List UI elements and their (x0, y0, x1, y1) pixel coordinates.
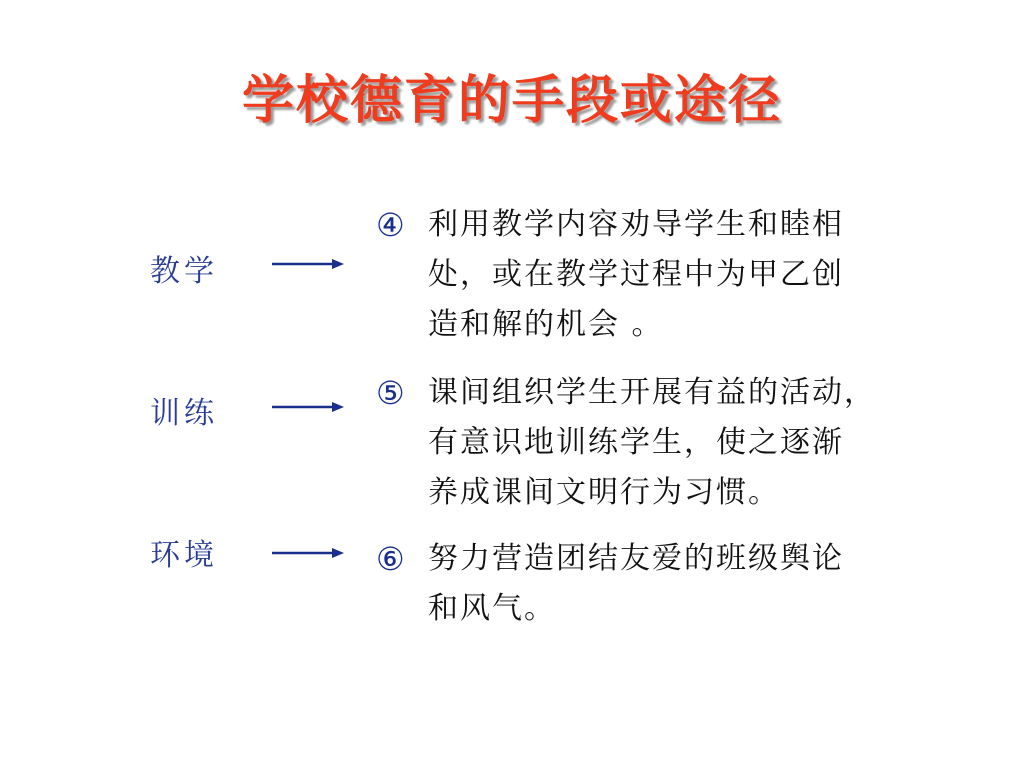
label-training: 训练 (150, 396, 218, 431)
label-teaching: 教学 (150, 254, 218, 289)
item-text-line: 有意识地训练学生，使之逐渐 (428, 425, 844, 460)
item-text (428, 534, 978, 634)
item-text-line: 努力营造团结友爱的班级舆论 (428, 541, 844, 576)
item-text-line: 和风气。 (428, 591, 556, 626)
right-arrow-icon (270, 399, 346, 415)
item-text-line: 课间组织学生开展有益的活动， (428, 375, 876, 410)
item-number: ④ (376, 206, 405, 244)
label-environment: 环境 (150, 538, 218, 573)
item-text (428, 368, 978, 518)
item-text-line: 养成课间文明行为习惯。 (428, 475, 780, 510)
right-arrow-icon (270, 545, 346, 561)
slide-title: 学校德育的手段或途径 (241, 71, 782, 131)
item-text-line: 处，或在教学过程中为甲乙创 (428, 257, 844, 292)
item-text (428, 200, 978, 350)
item-number: ⑤ (376, 374, 405, 412)
item-text-line: 利用教学内容劝导学生和睦相 (428, 207, 844, 242)
item-text-line: 造和解的机会 。 (428, 307, 664, 342)
item-number: ⑥ (376, 540, 405, 578)
right-arrow-icon (270, 256, 346, 272)
